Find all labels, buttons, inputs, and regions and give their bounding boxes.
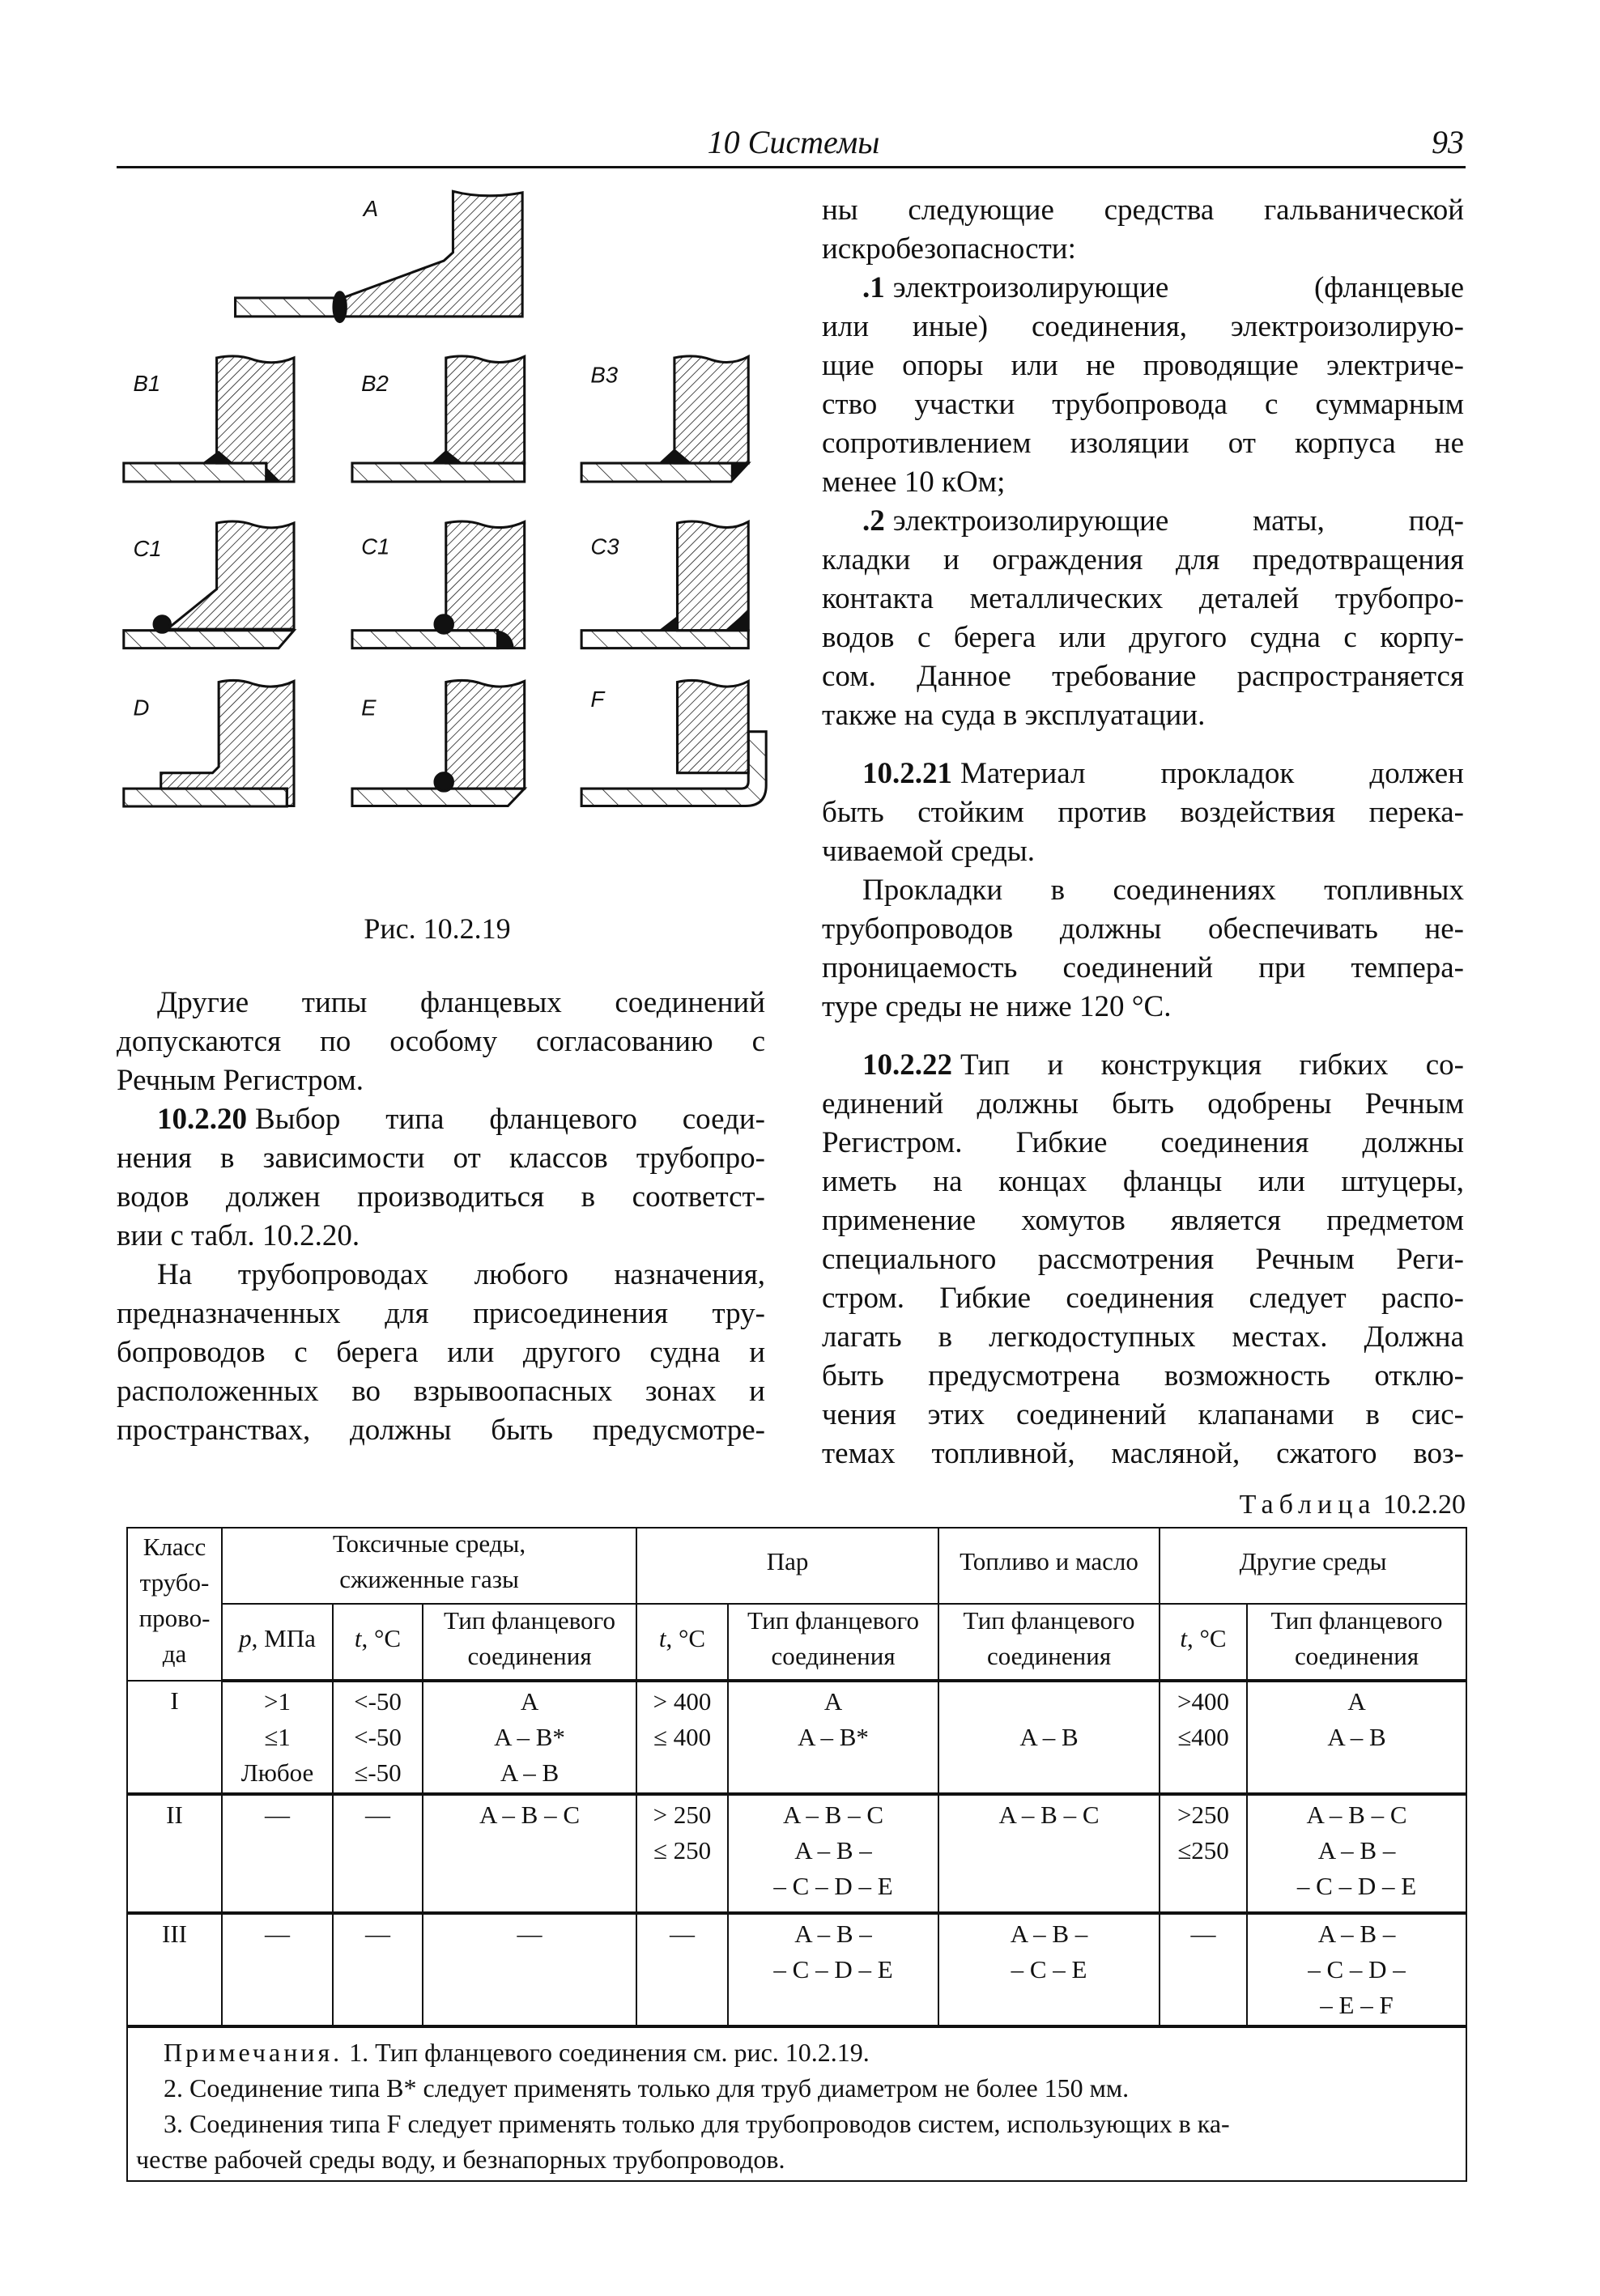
table-cell <box>222 1794 333 1913</box>
table-cell <box>938 1913 1160 2026</box>
line-text: Материал прокладок должен <box>960 757 1464 790</box>
line-text: применение хомутов является предметом <box>822 1204 1464 1237</box>
variable-symbol: t <box>1180 1624 1188 1652</box>
cell-line: A – B* <box>494 1723 565 1751</box>
cell-line: A <box>520 1687 539 1716</box>
table-cell <box>728 1681 938 1794</box>
line-text: нения в зависимости от классов трубопро- <box>117 1142 765 1175</box>
text-line <box>822 619 1464 657</box>
text-line <box>822 1318 1464 1357</box>
cell-line: >250 <box>1177 1801 1229 1829</box>
line-text: или иные) соединения, электроизолирую- <box>822 310 1464 343</box>
cell-line: Любое <box>240 1758 314 1787</box>
table-cell <box>728 1794 938 1913</box>
table-cell <box>333 1681 423 1794</box>
table-caption-word: Таблица <box>1239 1490 1377 1520</box>
paragraph <box>117 984 765 1100</box>
joint-a-drawing <box>236 191 523 321</box>
cell-line: сжиженные газы <box>339 1565 519 1593</box>
variable-symbol: p <box>239 1624 252 1652</box>
text-line <box>117 1100 765 1139</box>
figure-label: B1 <box>133 370 161 396</box>
line-text: единений должны быть одобрены Речным <box>822 1087 1464 1120</box>
line-text: быть предусмотрена возможность отклю- <box>822 1359 1464 1392</box>
line-text: проницаемость соединений при темпера- <box>822 951 1464 984</box>
cell-line: соединения <box>986 1642 1112 1670</box>
paragraph <box>822 502 1464 735</box>
cell-line: – C – E <box>1011 1955 1087 1983</box>
running-header-title: 10 Системы <box>707 124 880 160</box>
line-text: кладки и ограждения для предотвращения <box>822 543 1464 576</box>
text-line <box>117 1217 765 1256</box>
cell-line: да <box>162 1639 187 1668</box>
table-row <box>127 1794 1466 1913</box>
table-notes-row <box>127 2026 1466 2181</box>
cell-line: III <box>162 1920 187 1948</box>
line-text: водов должен производиться в соответст- <box>117 1180 765 1214</box>
note-text: 1. Тип фланцевого соединения см. рис. 10.2.19. <box>349 2038 870 2067</box>
text-line <box>822 793 1464 832</box>
line-text: также на суда в эксплуатации. <box>822 699 1206 732</box>
line-text: сопротивлением изоляции от корпуса не <box>822 427 1464 460</box>
cell-line: A – B* <box>798 1723 869 1751</box>
table-notes <box>127 2026 1466 2181</box>
figure-label: C3 <box>590 534 619 559</box>
cell-line <box>941 1684 1157 1720</box>
cell-line: — <box>1190 1920 1216 1948</box>
text-line <box>822 657 1464 696</box>
table-cell <box>333 1913 423 2026</box>
text-line <box>117 1372 765 1411</box>
cell-line: — <box>365 1920 390 1948</box>
cell-line: Тип фланцевого <box>444 1606 615 1635</box>
text-line <box>822 502 1464 541</box>
table-cell <box>423 1794 636 1913</box>
cell-line: ≤1 <box>264 1723 291 1751</box>
line-text: Другие типы фланцевых соединений <box>157 986 765 1019</box>
cell-line: A – B – <box>794 1836 872 1864</box>
section-number: 10.2.21 <box>862 757 952 790</box>
line-text: бопроводов с берега или другого судна и <box>117 1336 765 1369</box>
line-text: расположенных во взрывоопасных зонах и <box>117 1375 765 1408</box>
line-text: вии с табл. 10.2.20. <box>117 1219 360 1252</box>
cell-line: ≤ 400 <box>653 1723 712 1751</box>
table-cell <box>222 1681 333 1794</box>
line-text: ство участки трубопровода с суммарным <box>822 388 1464 421</box>
table-cell <box>636 1794 728 1913</box>
text-line <box>822 1357 1464 1396</box>
cell-line: A – B <box>500 1758 560 1787</box>
table-row <box>127 1913 1466 2026</box>
text-line <box>822 755 1464 793</box>
note-line <box>136 2141 1457 2177</box>
text-line <box>822 1163 1464 1201</box>
cell-line: A – B – C <box>1306 1801 1407 1829</box>
text-line <box>822 1124 1464 1163</box>
cell-line: II <box>166 1801 183 1829</box>
joint-e-drawing <box>352 680 525 806</box>
text-line <box>822 696 1464 735</box>
line-text: электроизолирующие маты, под- <box>892 504 1464 538</box>
subheader-cell <box>423 1604 636 1681</box>
table-cell <box>222 1913 333 2026</box>
cell-line: — <box>365 1801 390 1829</box>
variable-symbol: t <box>354 1624 362 1652</box>
table-cell <box>636 1913 728 2026</box>
text-line <box>822 385 1464 424</box>
cell-line: – C – D – E <box>773 1872 893 1900</box>
table-subheader-row <box>127 1604 1466 1681</box>
cell-line: I <box>170 1686 179 1715</box>
header-pipeline-class <box>127 1528 222 1681</box>
unit: , °С <box>1187 1624 1227 1652</box>
cell-line: A – B – <box>1317 1836 1396 1864</box>
table-caption <box>1053 1490 1466 1520</box>
cell-line: > 250 <box>653 1801 712 1829</box>
unit: , °С <box>666 1624 706 1652</box>
text-line <box>822 1279 1464 1318</box>
cell-line: A – B – C <box>479 1801 581 1829</box>
cell-line: трубо- <box>139 1567 210 1597</box>
note-text: честве рабочей среды воду, и безнапорных трубопроводов. <box>136 2145 785 2174</box>
paragraph <box>117 1100 765 1256</box>
text-line <box>822 347 1464 385</box>
note-text: 3. Соединения типа F следует применять только для трубопроводов систем, использующих в ка- <box>164 2109 1230 2138</box>
cell-line: соединения <box>467 1642 592 1670</box>
subheader-cell <box>1160 1604 1247 1681</box>
note-text: 2. Соединение типа B* следует применять только для труб диаметром не более 150 мм. <box>164 2073 1130 2103</box>
figure-label: F <box>590 687 605 712</box>
text-line <box>822 988 1464 1027</box>
cell-line: >400 <box>1177 1687 1229 1716</box>
cell-line: A – B – C <box>998 1801 1100 1829</box>
cell-line: — <box>670 1920 696 1948</box>
table-cell <box>423 1681 636 1794</box>
text-line <box>822 871 1464 910</box>
flange-joint-figure <box>113 178 777 907</box>
cell-line: A <box>1347 1687 1366 1716</box>
cell-line: — <box>517 1920 543 1948</box>
text-line <box>822 910 1464 949</box>
figure-label: A <box>363 195 379 221</box>
line-text: искробезопасности: <box>822 232 1076 266</box>
figure-caption: Рис. 10.2.19 <box>364 912 511 945</box>
text-line <box>822 1435 1464 1473</box>
text-line <box>822 1240 1464 1279</box>
cell-line: A – B – <box>1317 1920 1396 1948</box>
figure-label: C1 <box>361 534 390 559</box>
right-text-column <box>822 191 1464 1473</box>
table-row <box>127 1681 1466 1794</box>
line-text: иметь на концах фланцы или штуцеры, <box>822 1165 1464 1198</box>
figure-label: B2 <box>361 370 389 396</box>
cell-line: > 400 <box>653 1687 712 1716</box>
line-text: чения этих соединений клапанами в сис- <box>822 1398 1464 1431</box>
cell-line: A – B – C <box>783 1801 884 1829</box>
paragraph <box>822 269 1464 502</box>
table-cell <box>1247 1913 1466 2026</box>
line-text: стром. Гибкие соединения следует распо- <box>822 1282 1464 1315</box>
left-text-column <box>117 984 765 1450</box>
table-cell <box>938 1681 1160 1794</box>
line-text: водов с берега или другого судна с корпу- <box>822 621 1464 654</box>
cell-line: ≤ 250 <box>653 1836 712 1864</box>
text-line <box>117 1256 765 1295</box>
cell-line: Класс <box>143 1532 206 1561</box>
cell-line: Тип фланцевого <box>1270 1606 1443 1635</box>
text-line <box>822 541 1464 580</box>
line-text: На трубопроводах любого назначения, <box>157 1258 765 1291</box>
table-caption-number: 10.2.20 <box>1383 1490 1466 1520</box>
section-number: .1 <box>862 271 885 304</box>
cell-line: ≤250 <box>1177 1836 1229 1864</box>
line-text: специального рассмотрения Речным Реги- <box>822 1243 1464 1276</box>
table-cell <box>1160 1913 1247 2026</box>
cell-line: A – B <box>1019 1723 1079 1751</box>
table-cell <box>938 1794 1160 1913</box>
subheader-cell <box>1247 1604 1466 1681</box>
cell-line: A – B – <box>1010 1920 1088 1948</box>
header-toxic-media <box>222 1528 636 1604</box>
text-line <box>117 1295 765 1333</box>
section-number: .2 <box>862 504 885 538</box>
cell-line: Другие среды <box>1239 1547 1387 1575</box>
cell-line: соединения <box>1294 1642 1419 1670</box>
figure-label: E <box>361 695 377 721</box>
cell-line: Тип фланцевого <box>747 1606 919 1635</box>
cell-line: Пар <box>766 1547 809 1575</box>
cell-line: ≤-50 <box>354 1758 402 1787</box>
cell-line: Топливо и масло <box>960 1547 1138 1575</box>
paragraph <box>117 1256 765 1450</box>
figure-label: D <box>133 695 150 721</box>
cell-line: — <box>265 1920 290 1948</box>
text-line <box>822 832 1464 871</box>
note-line <box>136 2035 1457 2070</box>
text-line <box>822 308 1464 347</box>
table-cell <box>1160 1681 1247 1794</box>
text-line <box>822 463 1464 502</box>
line-text: Регистром. Гибкие соединения должны <box>822 1126 1464 1159</box>
unit: , МПа <box>251 1624 316 1652</box>
paragraph <box>822 871 1464 1027</box>
line-text: контакта металлических деталей трубопро- <box>822 582 1464 615</box>
subheader-cell <box>728 1604 938 1681</box>
subheader-label <box>335 1624 420 1660</box>
cell-line: Токсичные среды, <box>332 1529 526 1558</box>
line-text: щие опоры или не проводящие электриче- <box>822 349 1464 382</box>
subheader-label <box>224 1624 330 1660</box>
table-cell <box>333 1794 423 1913</box>
text-line <box>822 949 1464 988</box>
text-line <box>822 424 1464 463</box>
text-line <box>822 269 1464 308</box>
text-line <box>117 1333 765 1372</box>
note-line <box>136 2070 1457 2106</box>
line-text: Тип и конструкция гибких со- <box>960 1048 1464 1082</box>
cell-line: A – B <box>1327 1723 1386 1751</box>
line-text: предназначенных для присоединения тру- <box>117 1297 765 1330</box>
header-rule <box>117 166 1466 168</box>
paragraph <box>822 755 1464 871</box>
cell-line: – C – D – E <box>773 1955 893 1983</box>
text-line <box>822 230 1464 269</box>
figure-label: C1 <box>133 535 162 561</box>
header-steam <box>636 1528 938 1604</box>
text-line <box>822 1396 1464 1435</box>
pipeline-class-cell <box>127 1913 222 2026</box>
table-cell <box>423 1913 636 2026</box>
pipeline-class-cell <box>127 1681 222 1794</box>
line-text: туре среды не ниже 120 °С. <box>822 990 1172 1023</box>
header-other-media <box>1160 1528 1466 1604</box>
subheader-label <box>1162 1624 1245 1660</box>
cell-line: Тип фланцевого <box>963 1606 1135 1635</box>
line-text: электроизолирующие (фланцевые <box>892 271 1464 304</box>
table-cell <box>636 1681 728 1794</box>
cell-line: — <box>265 1801 290 1829</box>
note-line <box>136 2106 1457 2141</box>
text-line <box>117 1023 765 1061</box>
subheader-cell <box>636 1604 728 1681</box>
table-cell <box>728 1913 938 2026</box>
text-line <box>822 1085 1464 1124</box>
unit: , °С <box>361 1624 402 1652</box>
pipeline-class-cell <box>127 1794 222 1913</box>
table-cell <box>1160 1794 1247 1913</box>
line-text: пространствах, должны быть предусмотре- <box>117 1414 765 1447</box>
text-line <box>822 191 1464 230</box>
text-line <box>822 1201 1464 1240</box>
subheader-cell <box>222 1604 333 1681</box>
text-line <box>117 1061 765 1100</box>
subheader-cell <box>938 1604 1160 1681</box>
notes-heading: Примечания. <box>164 2038 343 2067</box>
table-cell <box>1247 1794 1466 1913</box>
text-line <box>117 1139 765 1178</box>
line-text: темах топливной, масляной, сжатого воз- <box>822 1437 1464 1470</box>
subheader-label <box>639 1624 726 1660</box>
page-number: 93 <box>1432 124 1464 160</box>
line-text: менее 10 кОм; <box>822 466 1006 499</box>
line-text: чиваемой среды. <box>822 835 1035 868</box>
variable-symbol: t <box>658 1624 666 1652</box>
line-text: лагать в легкодоступных местах. Должна <box>822 1320 1464 1354</box>
flange-type-table <box>126 1527 1467 2182</box>
subheader-cell <box>333 1604 423 1681</box>
paragraph <box>822 1046 1464 1473</box>
text-line <box>117 984 765 1023</box>
text-line <box>822 1046 1464 1085</box>
cell-line: ≤400 <box>1177 1723 1229 1751</box>
line-text: Речным Регистром. <box>117 1064 364 1097</box>
section-number: 10.2.20 <box>157 1103 247 1136</box>
cell-line: прово- <box>138 1603 211 1632</box>
text-line <box>822 580 1464 619</box>
line-text: Выбор типа фланцевого соеди- <box>255 1103 765 1136</box>
table-cell <box>1247 1681 1466 1794</box>
cell-line: – E – F <box>1320 1991 1394 2019</box>
text-line <box>117 1411 765 1450</box>
figure-label: B3 <box>590 362 619 388</box>
cell-line: <-50 <box>354 1723 402 1751</box>
cell-line: <-50 <box>354 1687 402 1716</box>
text-line <box>117 1178 765 1217</box>
header-fuel-oil <box>938 1528 1160 1604</box>
cell-line: A – B – <box>794 1920 872 1948</box>
cell-line: >1 <box>264 1687 291 1716</box>
line-text: сом. Данное требование распространяется <box>822 660 1464 693</box>
line-text: ны следующие средства гальванической <box>822 193 1464 227</box>
cell-line: – C – D – <box>1308 1955 1406 1983</box>
line-text: трубопроводов должны обеспечивать не- <box>822 912 1464 946</box>
section-number: 10.2.22 <box>862 1048 952 1082</box>
cell-line: – C – D – E <box>1296 1872 1417 1900</box>
cell-line: соединения <box>771 1642 896 1670</box>
line-text: быть стойким против воздействия перека- <box>822 796 1464 829</box>
line-text: допускаются по особому согласованию с <box>117 1025 765 1058</box>
line-text: Прокладки в соединениях топливных <box>862 874 1464 907</box>
paragraph <box>822 191 1464 269</box>
cell-line: A <box>823 1687 843 1716</box>
joint-f-drawing <box>581 680 766 806</box>
table-header-row <box>127 1528 1466 1604</box>
flange-joint-drawings <box>113 178 777 907</box>
